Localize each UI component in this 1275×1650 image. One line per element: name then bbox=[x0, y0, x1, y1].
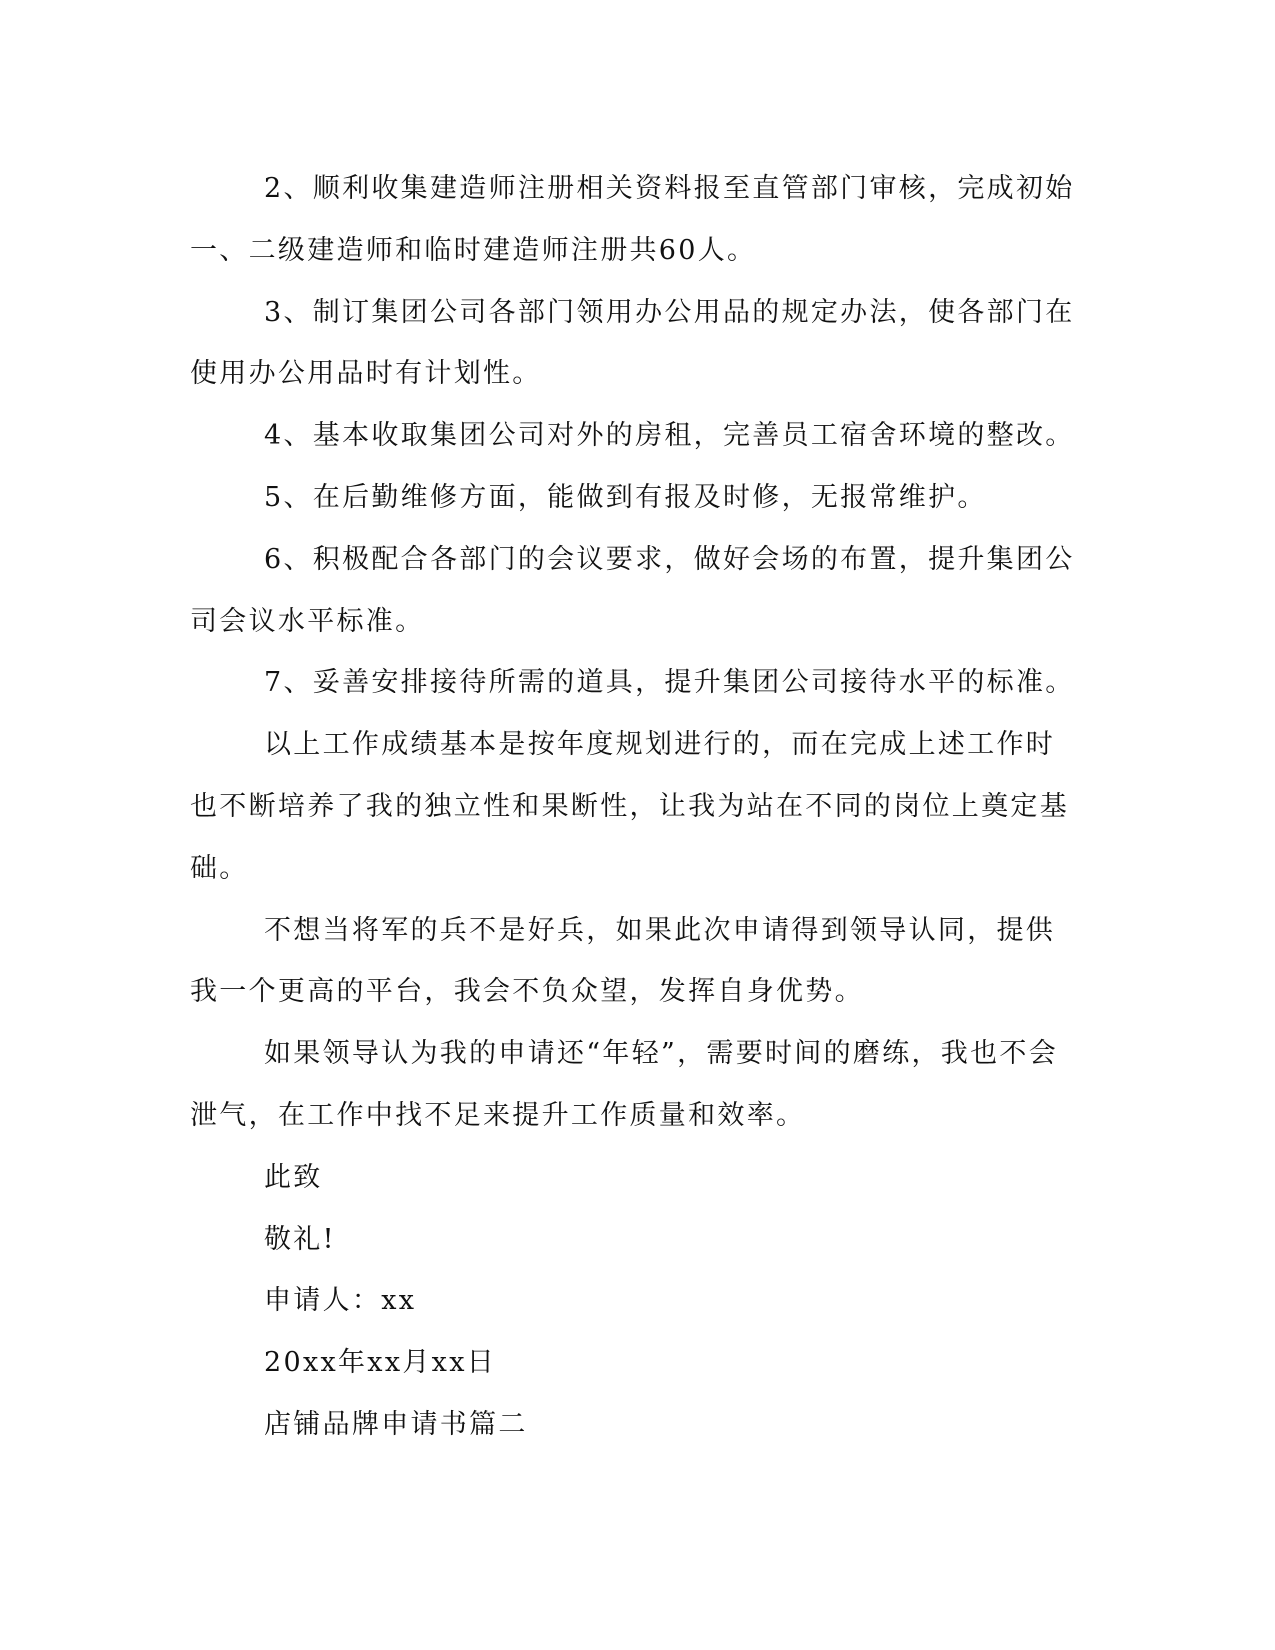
paragraph-summary: 以上工作成绩基本是按年度规划进行的，而在完成上述工作时也不断培养了我的独立性和果断性，让我为站在不同的岗位上奠定基础。 bbox=[190, 729, 1069, 884]
paragraph-contingency: 如果领导认为我的申请还“年轻”，需要时间的磨练，我也不会泄气，在工作中找不足来提升工作质量和效率。 bbox=[190, 1038, 1059, 1131]
paragraph-ambition: 不想当将军的兵不是好兵，如果此次申请得到领导认同，提供我一个更高的平台，我会不负众望，发挥自身优势。 bbox=[190, 914, 1056, 1008]
paragraph-item-7: 7、妥善安排接待所需的道具，提升集团公司接待水平的标准。 bbox=[264, 667, 1075, 699]
next-section-title: 店铺品牌申请书篇二 bbox=[264, 1408, 528, 1440]
paragraph-item-5: 5、在后勤维修方面，能做到有报及时修，无报常维护。 bbox=[264, 481, 987, 513]
paragraph-item-6: 6、积极配合各部门的会议要求，做好会场的布置，提升集团公司会议水平标准。 bbox=[190, 543, 1075, 637]
closing-salutation: 此致 bbox=[264, 1161, 323, 1193]
closing-respect: 敬礼! bbox=[264, 1223, 336, 1255]
paragraph-item-4: 4、基本收取集团公司对外的房租，完善员工宿舍环境的整改。 bbox=[264, 420, 1075, 452]
letter-body bbox=[190, 158, 1075, 1456]
applicant-name: 申请人：xx bbox=[264, 1285, 417, 1317]
application-date: 20xx年xx月xx日 bbox=[264, 1347, 497, 1379]
paragraph-item-3: 3、制订集团公司各部门领用办公用品的规定办法，使各部门在使用办公用品时有计划性。 bbox=[190, 296, 1075, 390]
paragraph-item-2: 2、顺利收集建造师注册相关资料报至直管部门审核，完成初始一、二级建造师和临时建造师注册共60人。 bbox=[190, 173, 1075, 266]
